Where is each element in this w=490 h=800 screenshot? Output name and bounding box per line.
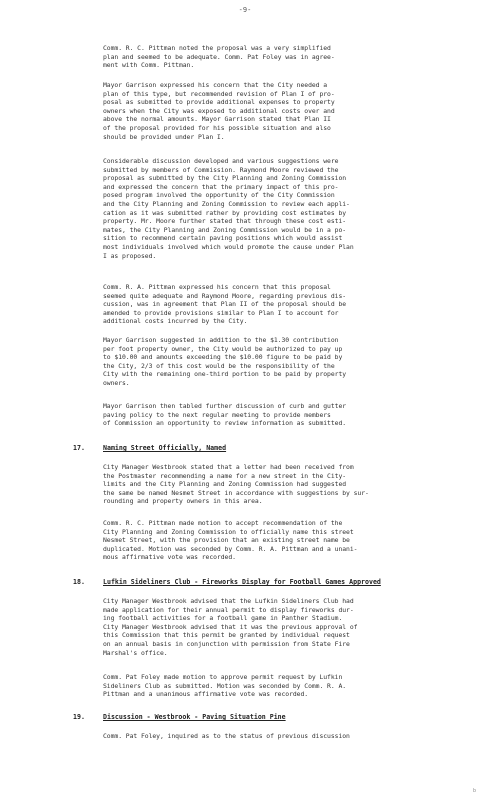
paragraph-discussion: Considerable discussion developed and various suggestions were submitted by members of Commission. Raymond Moore reviewed the proposal as submitted by the City Planning and Zoning Commission and expressed the concern that the primary impact of this pro- posed program involved the opportunity of the City Commission and the City Planning and Zoning Commission to review each appli- cation as it was submitted rather by providing cost estimates by property. Mr. Moore further stated that through these cost esti- mates, the City Planning and Zoning Commission would be in a po- sition to recommend certain paving positions which would assist most individuals involved which would promote the cause under Plan I as proposed. [103,157,354,260]
item-paragraph: Comm. R. C. Pittman made motion to accept recommendation of the City Planning and Zoning Commission to officially name this street Nesmet Street, with the provision that an existing street name be duplicated. Motion was seconded by Comm. R. A. Pittman and a unani- mous affirmative vote was recorded. [103,519,358,562]
edge-mark: b [472,788,476,794]
paragraph-mayor-suggestion: Mayor Garrison suggested in addition to the $1.30 contribution per foot property owner, the City would be authorized to pay up to $10.00 and amounts exceeding the $10.00 figure to be paid by the City, 2/3 of this cost would be the responsibility of the City with the remaining one-third portion to be paid by property owners. [103,336,347,387]
item-number: 17. [73,444,85,452]
paragraph-mayor-tabled: Mayor Garrison then tabled further discussion of curb and gutter paving policy to the next regular meeting to provide members of Commission an opportunity to review information as submitted. [103,402,347,428]
page-number: -9- [238,6,252,14]
item-number: 18. [73,578,85,586]
item-paragraph: Comm. Pat Foley, inquired as to the status of previous discussion [103,732,350,740]
paragraph-mayor-concern: Mayor Garrison expressed his concern that the City needed a plan of this type, but recommended revision of Plan I of pro- posal as submitted to provide additional expenses to property owners when the City was exposed to additional costs over and above the normal amounts. Mayor Garrison stated that Plan II of the proposal provided for his possible situation and also should be provided under Plan I. [103,81,335,141]
item-title: Naming Street Officially, Named [103,444,227,452]
item-paragraph: City Manager Westbrook stated that a letter had been received from the Postmaster recommending a name for a new street in the City- limits and the City Planning and Zoning Commission had suggested the same be named Nesmet Street in accordance with suggestions by sur- rounding and property owners in this area. [103,463,369,506]
item-title: Lufkin Sideliners Club - Fireworks Display for Football Games Approved [103,578,381,586]
item-paragraph: Comm. Pat Foley made motion to approve permit request by Lufkin Sideliners Club as submitted. Motion was seconded by Comm. R. A. Pittman and a unanimous affirmative vote was recorded. [103,673,347,699]
item-title: Discussion - Westbrook - Paving Situation Pine [103,713,286,721]
item-paragraph: City Manager Westbrook advised that the Lufkin Sideliners Club had made application for their annual permit to display fireworks dur- ing football activities for a football game in Panther Stadium. City Manager Westbrook advised that it was the previous approval of this Commission that this permit be granted by individual request on an annual basis in conjunction with permission from State Fire Marshal's office. [103,597,358,657]
item-number: 19. [73,713,85,721]
paragraph-pittman-comment: Comm. R. C. Pittman noted the proposal was a very simplified plan and seemed to be adequate. Comm. Pat Foley was in agree- ment with Comm. Pittman. [103,44,335,70]
paragraph-pittman-concern: Comm. R. A. Pittman expressed his concern that this proposal seemed quite adequate and Raymond Moore, regarding previous dis- cussion, was in agreement that Plan II of the proposal should be amended to provide provisions similar to Plan I to account for additional costs incurred by the City. [103,283,347,326]
